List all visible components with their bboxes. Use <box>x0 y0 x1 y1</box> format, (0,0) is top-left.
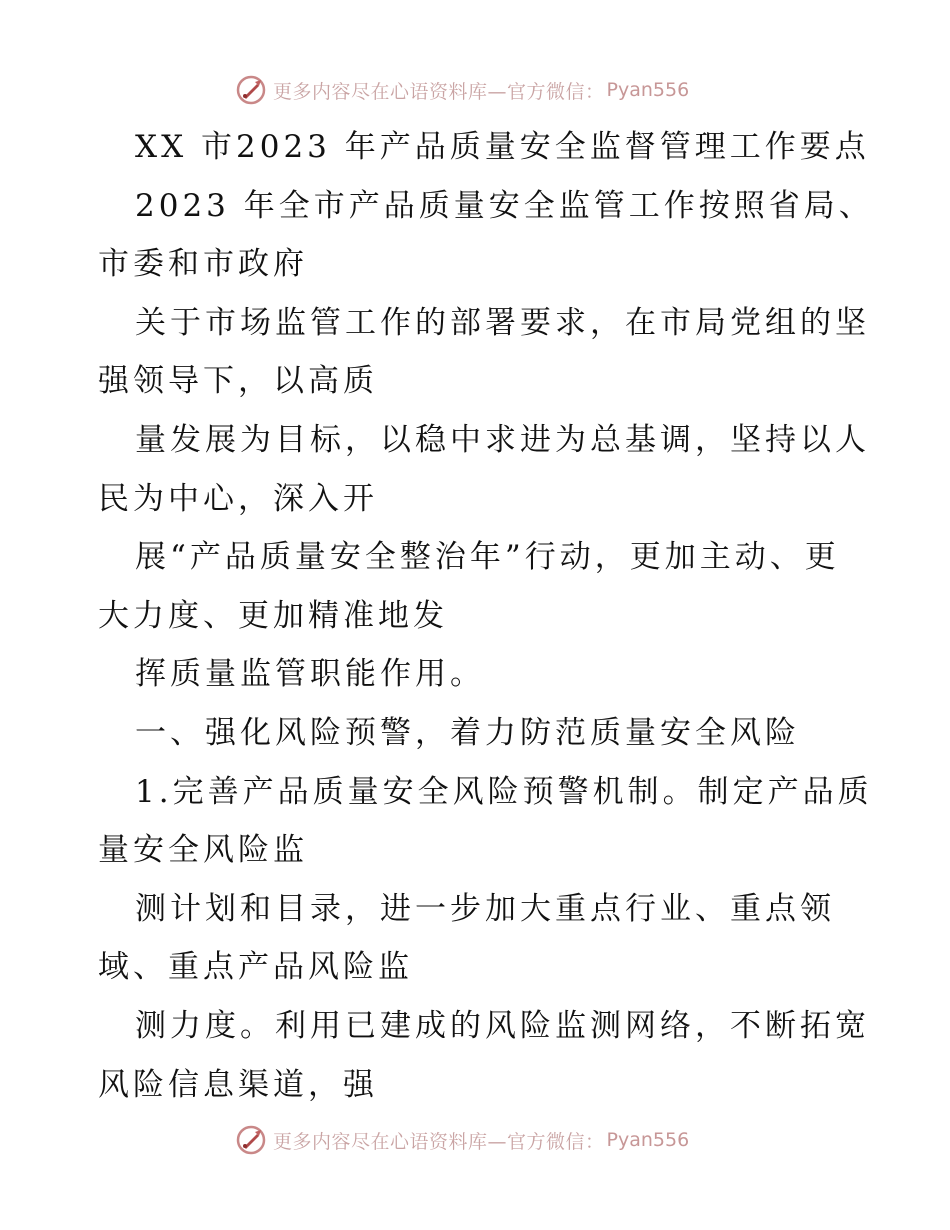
watermark-text: 更多内容尽在心语资料库—官方微信： <box>273 80 605 103</box>
text-line: 测力度。利用已建成的风险监测网络，不断拓宽 <box>135 1007 870 1044</box>
text-line: 测计划和目录，进一步加大重点行业、重点领 <box>135 890 835 927</box>
header-watermark <box>235 71 715 109</box>
text-line: 大力度、更加精准地发 <box>98 597 448 634</box>
text-line: 量发展为目标，以稳中求进为总基调，坚持以人 <box>135 421 870 458</box>
text-line: 市委和市政府 <box>98 246 308 283</box>
text-line: 量安全风险监 <box>98 832 308 869</box>
text-line: 展“产品质量安全整治年”行动，更加主动、更 <box>135 539 840 576</box>
text-line: 域、重点产品风险监 <box>98 949 413 986</box>
footer-watermark <box>235 1121 715 1159</box>
text-line: 挥质量监管职能作用。 <box>135 656 485 693</box>
watermark-wechat-id: Pyan556 <box>606 1129 690 1151</box>
text-line: 1.完善产品质量安全风险预警机制。制定产品质 <box>135 773 873 810</box>
text-line: 风险信息渠道，强 <box>98 1066 378 1103</box>
watermark-text: 更多内容尽在心语资料库—官方微信： <box>273 1130 605 1153</box>
text-line: 关于市场监管工作的部署要求，在市局党组的坚 <box>135 304 870 341</box>
text-line: 强领导下，以高质 <box>98 363 378 400</box>
section-heading: 一、强化风险预警，着力防范质量安全风险 <box>135 714 800 751</box>
text-line: 2023 年全市产品质量安全监管工作按照省局、 <box>135 187 874 224</box>
watermark-wechat-id: Pyan556 <box>606 79 690 101</box>
quill-logo-icon <box>235 1124 267 1156</box>
document-title: XX 市2023 年产品质量安全监督管理工作要点 <box>135 129 870 165</box>
document-body <box>98 118 874 1114</box>
text-line: 民为中心，深入开 <box>98 480 378 517</box>
quill-logo-icon <box>235 74 267 106</box>
